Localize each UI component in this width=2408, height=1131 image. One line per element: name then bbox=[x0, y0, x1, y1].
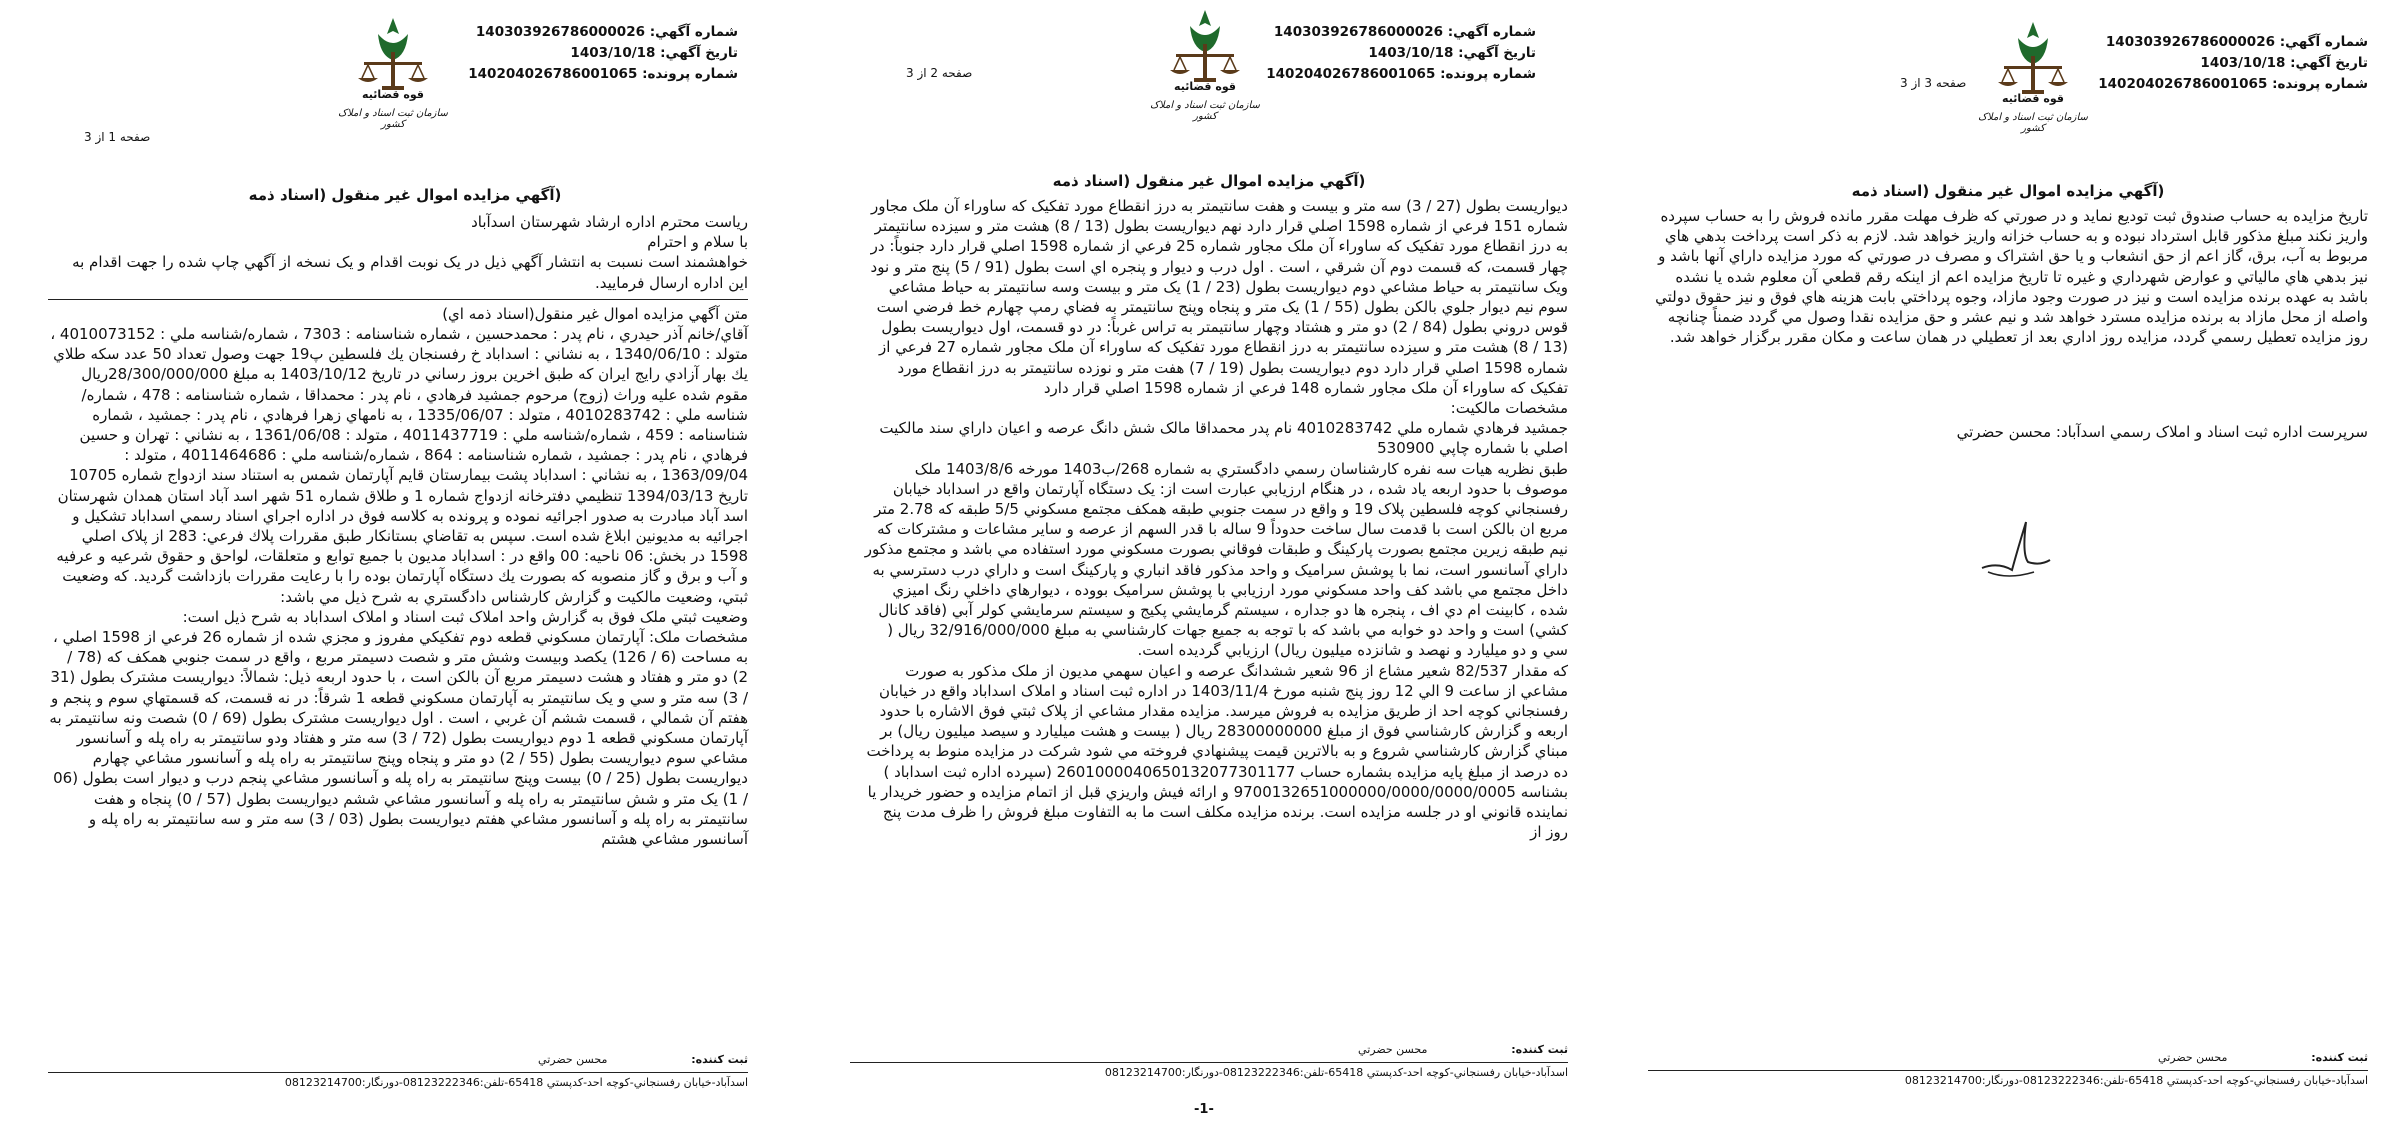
ad-title: (آگهي مزايده اموال غير منقول (اسناد ذمه bbox=[1851, 182, 2165, 200]
paragraph: طبق نظريه هيات سه نفره کارشناسان رسمي دادگستري به شماره 268/ب1403 مورخه 1403/8/6 ملک موصوف با حدود اربعه ياد شده ، در هنگام ارزيابي عبارت است از: يک دستگاه آپارتمان واقع در اسداباد خيابان رفسنجاني کوچه فلسطين پلاک 19 و واقع در سمت جنوبي طبقه همکف مجتمع مسکوني 5/5 طبقه که 2.78 متر مربع ان بالکن است با قدمت سال ساخت حدوداً 9 ساله با قدر السهم از عرصه و ساير مشاعات و مشترکات که نيم طبقه زيرين مجتمع بصورت پارکينگ و طبقات فوقاني بصورت مسکوني مورد استفاده مي باشد و مجتمع مذکور داراي آسانسور است، نما با پوشش سراميک و واحد مذکور فاقد انباري و پارکينگ است و داراي درب دسترسي به داخل مجتمع مي باشد کف واحد مسکوني مورد ارزيابي با پوشش سراميک بووده ، ديوارهاي داخلي رنگ اميزي شده ، کابينت ام دي اف ، پنجره ها دو جداره ، سيستم گرمايشي پکيج و سيستم سرمايشي کولر آبي (فاقد کانال کشي) است و واحد دو خوابه مي باشد که با توجه به جميع جهات کارشناسي به مبلغ 32/916/000/000 ريال ( سي و دو ميليارد و نهصد و شانزده ميليون ريال) ارزيابي گرديده است. bbox=[864, 459, 1568, 660]
page-2-footer bbox=[850, 1042, 1568, 1081]
case-number: 140204026786001065 bbox=[468, 66, 638, 82]
page-2-header bbox=[810, 8, 1608, 158]
ad-date-label: تاريخ آگهي: bbox=[660, 45, 738, 61]
ad-number: 140303926786000026 bbox=[1273, 24, 1443, 40]
judiciary-label: قوه قضائيه bbox=[1174, 80, 1236, 93]
ad-meta bbox=[468, 22, 738, 85]
judiciary-emblem-icon bbox=[338, 12, 448, 130]
ad-title: (آگهي مزايده اموال غير منقول (اسناد ذمه bbox=[248, 186, 562, 204]
paragraph: تاريخ مزايده به حساب صندوق ثبت توديع نمايد و در صورتي که ظرف مهلت مقرر مانده فروش را به حساب سپرده واريز نکند مبلغ مذکور قابل استرداد نبوده و به حساب خزانه واريز خواهد شد. لازم به ذکر است پرداخت بدهي هاي مربوط به آب، برق، گاز اعم از حق انشعاب و يا حق اشتراک و مصرف در صورتي که مورد مزايده داراي آنها باشد و نيز بدهي هاي مالياتي و عوارض شهرداري و غيره تا تاريخ مزايده اعم از اينکه رقم قطعي آن معلوم شده يا نشده باشد به عهده برنده مزايده است و نيز در صورت وجود مازاد، وجوه پرداختي بابت هزينه هاي فوق و نيز حقوق دولتي واصله از محل مازاد به برنده مزايده مسترد خواهد شد و نيم عشر و حق مزايده نقدا وصول مي گردد ضمناً چنانچه روز مزايده تعطيل رسمي گردد، مزايده روز اداري بعد از تعطيلي در همان ساعت و مکان مقرر برگزار خواهد شد. bbox=[1655, 207, 2368, 347]
page-3-header bbox=[1608, 8, 2408, 158]
divider bbox=[48, 299, 748, 300]
page-2 bbox=[810, 0, 1608, 1131]
page-3 bbox=[1608, 0, 2408, 1131]
divider bbox=[850, 1062, 1568, 1063]
recorder-name: محسن حضرتي bbox=[2158, 1051, 2228, 1064]
ad-meta bbox=[1266, 22, 1536, 85]
page-1 bbox=[0, 0, 810, 1131]
divider bbox=[48, 1072, 748, 1073]
text-heading: متن آگهي مزايده اموال غير منقول(اسناد ذمه اي) bbox=[442, 304, 748, 323]
page-number: صفحه 3 از 3 bbox=[1900, 76, 1967, 90]
page-mark: -1- bbox=[1194, 1102, 1214, 1117]
ad-meta bbox=[2098, 32, 2368, 95]
ad-number: 140303926786000026 bbox=[475, 24, 645, 40]
recorder-name: محسن حضرتي bbox=[1358, 1043, 1428, 1056]
ad-number-label: شماره آگهي: bbox=[649, 24, 738, 40]
paragraph: وضعيت ثبتي ملک فوق به گزارش واحد املاک ثبت اسناد و املاک اسداباد به شرح ذيل است: bbox=[182, 607, 748, 626]
ad-title: (آگهي مزايده اموال غير منقول (اسناد ذمه bbox=[1052, 172, 1366, 190]
recorder-label: ثبت کننده: bbox=[691, 1053, 748, 1066]
page-number: صفحه 1 از 3 bbox=[84, 130, 151, 144]
signature-icon bbox=[1968, 510, 2058, 594]
page-3-body bbox=[1648, 206, 2368, 347]
ad-date-label: تاريخ آگهي: bbox=[1458, 45, 1536, 61]
recorder-label: ثبت کننده: bbox=[2311, 1051, 2368, 1064]
divider bbox=[1648, 1070, 2368, 1071]
org-name: سازمان ثبت اسناد و املاک کشور bbox=[1150, 100, 1260, 122]
paragraph: که مقدار 82/537 شعير مشاع از 96 شعير ششدانگ عرصه و اعيان سهمي مديون از ملک مذکور به صورت مشاعي از ساعت 9 الي 12 روز پنج شنبه مورخ 1403/11/4 در اداره ثبت اسناد و املاک اسداباد واقع در خيابان رفسنجاني کوچه احد از طريق مزايده به فروش ميرسد. مزايده مقدار مشاعي از پلاک ثبتي فوق الاشاره با حدود اربعه و گزارش کارشناسي فوق از مبلغ 28300000000 ريال ( بيست و هشت ميليارد و سيصد ميليون ريال) بر مبناي گزارش کارشناسي شروع و به بالاترين قيمت پيشنهادي فروخته مي شود شرکت در مزايده منوط به پرداخت ده درصد از مبلغ پايه مزايده بشماره حساب 2601000040650132077301177 (سپرده اداره ثبت اسداباد ) بشناسه 9700132651000000/0000/0000/0005 و ارائه فيش واريزي قبل از اتمام مزايده و حضور خريدار يا نماينده قانوني او در جلسه مزايده است. برنده مزايده مکلف است ما به التفاوت مبلغ فروش را ظرف مدت پنج روز از bbox=[866, 661, 1568, 842]
ad-date: 1403/10/18 bbox=[2200, 55, 2286, 71]
ad-number: 140303926786000026 bbox=[2105, 34, 2275, 50]
address: اسدآباد-خيابان رفسنجاني-کوچه احد-کدپستي 65418-تلفن:08123222346-دورنگار:08123214700 bbox=[1904, 1074, 2368, 1087]
signer-line bbox=[1648, 422, 2368, 442]
ad-date: 1403/10/18 bbox=[1368, 45, 1454, 61]
case-number-label: شماره پرونده: bbox=[1440, 66, 1536, 82]
paragraph: ديواريست بطول (27 / 3) سه متر و بيست و هفت سانتيمتر به درز انقطاع مورد تفکيک که ساوراء آن ملک مجاور شماره 151 فرعي از شماره 1598 اصلي قرار دارد نهم ديواريست بطول (13 / 8) هشت متر و سيزده سانتيمتر به درز انقطاع مورد تفکيک که ساوراء آن ملک مجاور شماره 25 فرعي از شماره 1598 اصلي قرار دارد جنوباً: در چهار قسمت، که قسمت دوم آن شرقي ، است . اول درب و ديوار و پنجره اي است بطول (91 / 5) پنج متر و نود ويک سانتيمتر به حياط مشاعي دوم ديواريست بطول (23 / 1) يک متر و بيست وسه سانتيمتر به حياط مشاعي سوم نيم ديوار جلوي بالکن بطول (55 / 1) يک متر و پنجاه وپنج سانتيمتر به فضاي رمپ چهارم خط فرضي است قوس دروني بطول (84 / 2) دو متر و هشتاد وچهار سانتيمتر به تراس غرباً: در دو قسمت، اول ديواريست بطول (13 / 8) هشت متر و سيزده سانتيمتر به درز انقطاع مورد تفکيک که ساوراء آن ملک مجاور شماره 27 فرعي از شماره 1598 اصلي قرار دارد دوم ديواريست بطول (19 / 7) هفت متر و نوزده سانتيمتر به درز انقطاع مورد تفکيک که ساوراء آن ملک مجاور شماره 148 فرعي از شماره 1598 اصلي قرار دارد bbox=[870, 197, 1568, 397]
judiciary-label: قوه قضائيه bbox=[2002, 92, 2064, 105]
judiciary-label: قوه قضائيه bbox=[362, 88, 424, 101]
paragraph: مشخصات ملک: آپارتمان مسکوني قطعه دوم تفکيکي مفروز و مجزي شده از شماره 26 فرعي از 1598 اصلي ، به مساحت (6 / 126) يکصد وبيست وشش متر و شصت دسيمتر مربع ، واقع در سمت جنوبي همکف که (78 / 2) دو متر و هفتاد و هشت دسيمتر مربع آن بالکن است ، با حدود اربعه ذيل: شمالاً: ديواريست مشترک بطول (31 / 3) سه متر و سي و يک سانتيمتر به آپارتمان مسکوني قطعه 1 شرقاً: در نه قسمت، که قسمتهاي سوم و پنجم و هفتم آن شمالي ، قسمت ششم آن غربي ، است . اول ديواريست مشترک بطول (69 / 0) شصت ونه سانتيمتر به آپارتمان مسکوني قطعه 1 دوم ديواريست بطول (72 / 3) سه متر و هفتاد ودو سانتيمتر به راه پله و آسانسور مشاعي سوم ديواريست بطول (55 / 2) دو متر و پنجاه وپنج سانتيمتر به راه پله و آسانسور مشاعي چهارم ديواريست بطول (25 / 0) بيست وپنج سانتيمتر به راه پله و آسانسور مشاعي پنجم درب و ديوار است بطول (06 / 1) يک متر و شش سانتيمتر به راه پله و آسانسور مشاعي ششم ديواريست بطول (57 / 0) پنجاه و هفت سانتيمتر به راه پله و آسانسور مشاعي هفتم ديواريست بطول (03 / 3) سه متر و سه سانتيمتر به راه پله و آسانسور مشاعي هشتم bbox=[49, 628, 748, 849]
page-1-header bbox=[0, 8, 810, 158]
ad-date: 1403/10/18 bbox=[570, 45, 656, 61]
case-number-label: شماره پرونده: bbox=[2272, 76, 2368, 92]
case-number: 140204026786001065 bbox=[1266, 66, 1436, 82]
case-number: 140204026786001065 bbox=[2098, 76, 2268, 92]
page-2-body bbox=[862, 196, 1568, 843]
page-3-footer bbox=[1648, 1050, 2368, 1089]
ad-number-label: شماره آگهي: bbox=[1447, 24, 1536, 40]
intro-line: با سلام و احترام bbox=[647, 233, 748, 252]
page-number: صفحه 2 از 3 bbox=[906, 66, 973, 80]
intro-line: خواهشمند است نسبت به انتشار آگهي ذيل در يک نوبت اقدام و يک نسخه از آگهي چاپ شده را جهت اقدام به اين اداره ارسال فرماييد. bbox=[72, 253, 748, 292]
judiciary-emblem-icon bbox=[1150, 4, 1260, 122]
recorder-name: محسن حضرتي bbox=[538, 1053, 608, 1066]
ad-date-label: تاريخ آگهي: bbox=[2290, 55, 2368, 71]
address: اسدآباد-خيابان رفسنجاني-کوچه احد-کدپستي 65418-تلفن:08123222346-دورنگار:08123214700 bbox=[1104, 1066, 1568, 1079]
recorder-label: ثبت کننده: bbox=[1511, 1043, 1568, 1056]
org-name: سازمان ثبت اسناد و املاک کشور bbox=[338, 108, 448, 130]
paragraph: آقاي/خانم آذر حيدري ، نام پدر : محمدحسين ، شماره شناسنامه : 7303 ، شماره/شناسه ملي : 4010073152 ، متولد : 1340/06/10 ، به نشاني : اسداباد خ رفسنجان يك فلسطين پ19 جهت وصول تعداد 50 عدد سكه طلاي يك بهار آزادي رايج ايران كه طبق اخرين بروز رساني در تاريخ 1403/10/12 به مبلغ 28/300/000/000ريال مقوم شده عليه وراث (زوج) مرحوم جمشيد فرهادي ، نام پدر : محمداقا ، شماره شناسنامه : 478 ، شماره/شناسه ملي : 4010283742 ، متولد : 1335/06/07 ، به نامهاي زهرا فرهادي ، نام پدر : جمشيد ، شماره شناسنامه : 459 ، شماره/شناسه ملي : 4011437719 ، متولد : 1361/06/08 ، به نشاني : تهران و حسين فرهادي ، نام پدر : جمشيد ، شماره شناسنامه : 864 ، شماره/شناسه ملي : 4011464686 ، متولد : 1363/09/04 ، به نشاني : اسداباد پشت بيمارستان قايم آپارتمان شمس به استناد سند ازدواج شماره 10705 تاريخ 1394/03/13 تنظيمي دفترخانه ازدواج شماره 1 و طلاق شماره 51 شهر اسد آباد استان همدان شهرستان اسد آباد مبادرت به صدور اجرائيه نموده و پرونده به كلاسه فوق در اداره اجراي اسناد رسمي اسداباد تشكيل و اجرائيه به مديونين ابلاغ شده است. سپس به تقاضاي بستانكار طبق مقررات پلاك فرعي: 283 از پلاک اصلي 1598 در بخش: 06 ناحيه: 00 واقع در : اسداباد مديون با جميع توابع و متعلقات، لواحق و حقوق شرعيه و عرفيه و آب و برق و گاز منصوبه كه بصورت يك دستگاه آپارتمان بوده را با رعايت مقررات بازداشت گرديد. كه وضعيت ثبتي، وضعيت مالكيت و گزارش كارشناس دادگستري به شرح ذيل مي باشد: bbox=[50, 325, 748, 606]
paragraph: جمشيد فرهادي شماره ملي 4010283742 نام پدر محمداقا مالک شش دانگ عرصه و اعيان داراي سند مالکيت اصلي با شماره چاپي 530900 bbox=[879, 419, 1568, 458]
intro-line: رياست محترم اداره ارشاد شهرستان اسدآباد bbox=[471, 213, 748, 231]
org-name: سازمان ثبت اسناد و املاک کشور bbox=[1978, 112, 2088, 134]
page-1-body bbox=[48, 212, 748, 849]
ad-number-label: شماره آگهي: bbox=[2279, 34, 2368, 50]
signer: سرپرست اداره ثبت اسناد و املاک رسمي اسدآباد: محسن حضرتي bbox=[1956, 423, 2368, 441]
page-1-footer bbox=[48, 1052, 748, 1091]
case-number-label: شماره پرونده: bbox=[642, 66, 738, 82]
address: اسدآباد-خيابان رفسنجاني-کوچه احد-کدپستي 65418-تلفن:08123222346-دورنگار:08123214700 bbox=[284, 1076, 748, 1089]
judiciary-emblem-icon bbox=[1978, 16, 2088, 134]
paragraph: مشخصات مالکيت: bbox=[1450, 399, 1568, 418]
